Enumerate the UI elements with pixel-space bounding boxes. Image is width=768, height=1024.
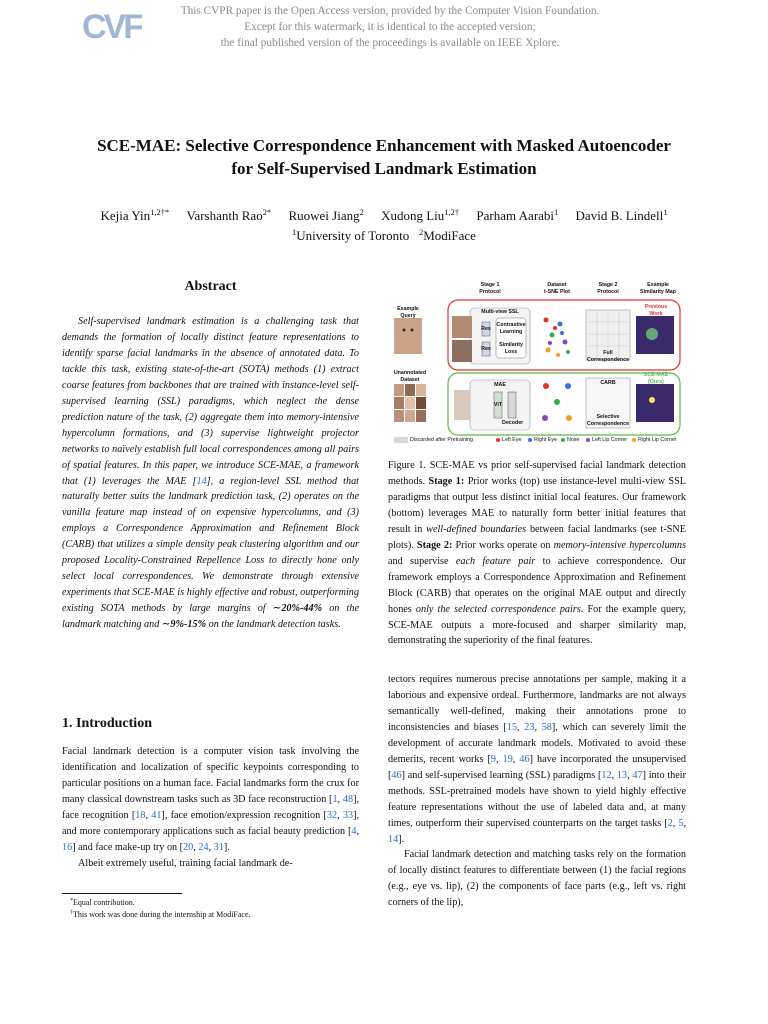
citation-link[interactable]: 20 <box>183 841 194 853</box>
author: Parham Aarabi$^1$ <box>476 207 559 223</box>
abstract-heading: Abstract <box>184 279 237 294</box>
unannotated-dataset-thumbs <box>394 384 426 422</box>
citation-link[interactable]: 16 <box>62 841 73 853</box>
citation-link[interactable]: 5 <box>678 817 684 829</box>
footnote: †This work was done during the internship at ModiFace. <box>70 910 251 919</box>
text-run: , <box>145 809 152 821</box>
citation-link[interactable]: 19 <box>502 753 513 765</box>
author: Kejia Yin$^{1,2\dagger*}$ <box>100 207 170 223</box>
legend-label: Nose <box>567 437 580 443</box>
affiliation: ModiFace <box>423 228 476 243</box>
author: Ruowei Jiang$^2$ <box>288 207 364 223</box>
text-run: Facial landmark detection is a computer vision task involving the identification and localization of specific keypoints corresponding to particular positions on a human face. Facial landmarks form the crux for many classical downstream tasks such as 3D face reconstruction [ <box>62 746 359 805</box>
text-run: ], and more contemporary applications such as facial beauty prediction [ <box>62 809 360 837</box>
author: David B. Lindell$^1$ <box>575 207 668 223</box>
caption-run: and supervise <box>388 555 456 567</box>
citation-link[interactable]: 15 <box>506 721 517 733</box>
watermark-header <box>0 0 768 50</box>
footnotes <box>70 897 360 921</box>
caption-run: well-defined boundaries <box>426 523 527 535</box>
column-2-text <box>388 672 686 911</box>
text-run: ]. <box>398 833 405 845</box>
masked-input <box>454 390 470 420</box>
figure-1-caption <box>388 458 686 649</box>
text-run: ] into their methods. SSL-pretrained models have shown to yield highly effective feature representations without the use of labeled data and, at many times, outperform their supervised counterparts on the target tasks [ <box>388 769 686 829</box>
introduction-text <box>62 744 359 872</box>
citation-link[interactable]: 13 <box>616 769 628 781</box>
legend-label: Right Eye <box>534 437 557 443</box>
text-run: ] and face make-up try on [ <box>72 841 184 853</box>
fig-label-example-query: Example Query <box>397 306 419 319</box>
text-run: , <box>627 769 633 781</box>
fig-label-unannotated: Unannotated Dataset <box>393 370 427 383</box>
caption-run: between facial landmarks (see t-SNE plots). <box>388 523 686 551</box>
fig-label-selective-corr: Selective Correspondence <box>586 414 630 427</box>
text-run: , <box>683 817 686 829</box>
text-run: ], face emotion/expression recognition [ <box>161 809 327 821</box>
author-list <box>20 206 748 226</box>
citation-link[interactable]: 32 <box>326 809 338 821</box>
augment-thumb <box>452 316 472 338</box>
figure-1 <box>390 280 688 445</box>
caption-run: memory-intensive hypercolumns <box>553 539 686 551</box>
fig-label-multiview: Multi-view SSL <box>481 309 519 315</box>
example-query-face <box>394 318 422 354</box>
citation-link[interactable]: 14 <box>196 475 207 487</box>
caption-run: Prior works operate on <box>452 539 554 551</box>
text-run: , <box>516 721 525 733</box>
citation-link[interactable]: 24 <box>198 841 209 853</box>
fig-label-decoder: Decoder <box>502 420 524 426</box>
citation-link[interactable]: 2 <box>667 817 673 829</box>
text-run: , <box>611 769 617 781</box>
caption-run: Prior works (top) use instance-level multi-view SSL paradigms that output less distinct initial local features. Our framework (bottom) leverages MAE to naturally form better initial features that result in <box>388 475 686 535</box>
legend-swatch-discarded <box>394 437 408 443</box>
text-run: ]. <box>223 841 230 853</box>
caption-run: each feature pair <box>455 555 536 567</box>
watermark-line: the final published version of the proceedings is available on IEEE Xplore. <box>220 37 560 49</box>
section-heading-introduction: 1. Introduction <box>62 716 152 731</box>
body-paragraph: Facial landmark detection and matching tasks rely on the formation of locally distinct features to differentiate between (1) the facial regions (e.g., eye vs. lip), (2) the components of face parts (e.g., left vs. right corners of the lip), <box>388 849 686 909</box>
citation-link[interactable]: 46 <box>391 769 402 781</box>
fig-label-res: Res <box>481 346 491 352</box>
text-run: ], which can severely limit the development of accurate landmark models. Motivated to avoid these demerits, recent works [ <box>388 721 687 765</box>
text-run: ], face recognition [ <box>62 793 360 821</box>
text-run: , <box>512 753 520 765</box>
intro-paragraph <box>62 744 359 856</box>
affiliation: University of Toronto <box>296 228 410 243</box>
fig-label-carb: CARB <box>600 380 616 386</box>
intro-paragraph: Albeit extremely useful, training facial landmark de- <box>78 857 293 869</box>
fig-label-full-corr: Full Correspondence <box>586 350 630 363</box>
citation-link[interactable]: 58 <box>541 721 552 733</box>
citation-link[interactable]: 23 <box>524 721 535 733</box>
text-run: ] have incorporated the unsupervised [ <box>388 753 687 781</box>
fig-label-mae: MAE <box>494 382 506 388</box>
caption-run: only the selected correspondence pairs <box>415 603 581 615</box>
abstract-text: Self-supervised landmark estimation is a challenging task that demands the formation of locally distinct feature representations to identify sparse facial landmarks in the absence of annotated data. To tackle this task, existing state-of-the-art (SOTA) methods (1) extract coarse features from backbones that are trained with instance-level self-supervised learning (SSL) paradigms, which neglect the dense prediction nature of the task, (2) aggregate them into memory-intensive hypercolumn formations, and (3) supervise lightweight projector networks to naïvely establish full local correspondences among all pairs of spatial features. In this paper, we introduce SCE-MAE, a framework that (1) leverages the MAE [14], a region-level SSL method that naturally better suits the landmark prediction task, (2) operates on the vanilla feature map instead of on expensive hypercolumns, and (3) employs a Correspondence Approximation and Refinement Block (CARB) that utilizes a simple density peak clustering algorithm and our proposed Locality-Constrained Repellence Loss to directly hone only select local correspondences. We demonstrate through extensive experiments that SCE-MAE is highly effective and robust, outperforming existing SOTA methods by large margins of ∼20%-44% on the landmark matching and ∼9%-15% on the landmark detection tasks. <box>62 316 359 631</box>
cvf-logo-icon <box>82 6 142 44</box>
similarity-map-ours <box>636 384 674 422</box>
citation-link[interactable]: 31 <box>213 841 224 853</box>
watermark-line: Except for this watermark, it is identical to the accepted version; <box>244 21 536 33</box>
citation-link[interactable]: 14 <box>388 833 399 845</box>
legend-label: Left Lip Corner <box>592 437 628 443</box>
cvf-logo-text: CVF <box>82 8 141 44</box>
fig-label-similarity-loss: Similarity Loss <box>499 342 523 355</box>
text-run: tectors requires numerous precise annotations per sample, making it a laborious and expensive ordeal. Furthermore, landmarks are not always semantically well-defined, making their annotations prone to inconsistencies and biases [ <box>388 674 686 733</box>
text-run: , <box>208 841 214 853</box>
footnote-divider <box>62 893 182 894</box>
fig-label-vit: ViT <box>493 402 503 408</box>
caption-run: Stage 2: <box>416 539 453 551</box>
citation-link[interactable]: 12 <box>601 769 612 781</box>
text-run: , <box>193 841 199 853</box>
legend-swatch-left-eye <box>496 438 500 442</box>
text-run: , <box>337 793 343 805</box>
watermark-line: This CVPR paper is the Open Access version, provided by the Computer Vision Foundation. <box>180 5 600 17</box>
caption-run: . For the example query, SCE-MAE outputs a more-focused and sharper similarity map, demonstrating the superiority of the final features. <box>388 603 686 647</box>
text-run: , <box>337 809 343 821</box>
footnote: *Equal contribution. <box>70 898 135 907</box>
paper-title <box>40 134 728 180</box>
fig-label-res: Res <box>481 326 491 332</box>
fig-header-stage2: Stage 2 Protocol <box>597 282 619 295</box>
affiliations: $^1$University of Toronto $^2$ModiFace <box>292 227 476 243</box>
citation-link[interactable]: 18 <box>135 809 146 821</box>
citation-link[interactable]: 41 <box>151 809 162 821</box>
citation-link[interactable]: 33 <box>342 809 354 821</box>
augment-thumb <box>452 340 472 362</box>
legend-label: Discarded after Pretraining <box>410 437 474 443</box>
citation-link[interactable]: 1 <box>332 793 338 805</box>
text-run: , <box>534 721 542 733</box>
title-line-1: SCE-MAE: Selective Correspondence Enhancement with Masked Autoencoder <box>97 136 671 155</box>
fig-header-tsne: Dataset t-SNE Plot <box>544 282 570 295</box>
text-run: , <box>672 817 679 829</box>
fig-label-previous-work: Previous Work <box>644 304 668 317</box>
fig-header-similarity: Example Similarity Map <box>640 282 676 295</box>
citation-link[interactable]: 46 <box>519 753 530 765</box>
author: Xudong Liu$^{1,2\dagger}$ <box>381 207 460 223</box>
fig-header-stage1: Stage 1 Protocol <box>479 282 501 295</box>
title-line-2: for Self-Supervised Landmark Estimation <box>231 159 537 178</box>
citation-link[interactable]: 48 <box>342 793 354 805</box>
citation-link[interactable]: 47 <box>632 769 643 781</box>
text-run: ] and self-supervised learning (SSL) paradigms [ <box>401 769 602 781</box>
body-paragraph <box>388 672 686 847</box>
legend-label: Right Lip Corner <box>638 437 677 443</box>
citation-link[interactable]: 9 <box>490 753 496 765</box>
caption-run: Figure 1. SCE-MAE vs prior self-supervised facial landmark detection methods. <box>388 460 686 487</box>
caption-run: to achieve correspondence. Our framework employs a Correspondence Approximation and Refinement Block (CARB) that operates on the original MAE output and directly hones <box>388 555 687 615</box>
text-run: , <box>496 753 503 765</box>
fig-label-ours: SCE-MAE (Ours) <box>643 372 669 385</box>
author: Varshanth Rao$^{2*}$ <box>186 207 272 223</box>
watermark-notice <box>150 3 630 51</box>
citation-link[interactable]: 4 <box>351 825 357 837</box>
decoder-block <box>508 392 516 418</box>
legend-label: Left Eye <box>502 437 522 443</box>
fig-label-contrastive: Contrastive Learning <box>496 322 526 335</box>
text-run: , <box>356 825 359 837</box>
caption-run: Stage 1: <box>428 475 465 487</box>
